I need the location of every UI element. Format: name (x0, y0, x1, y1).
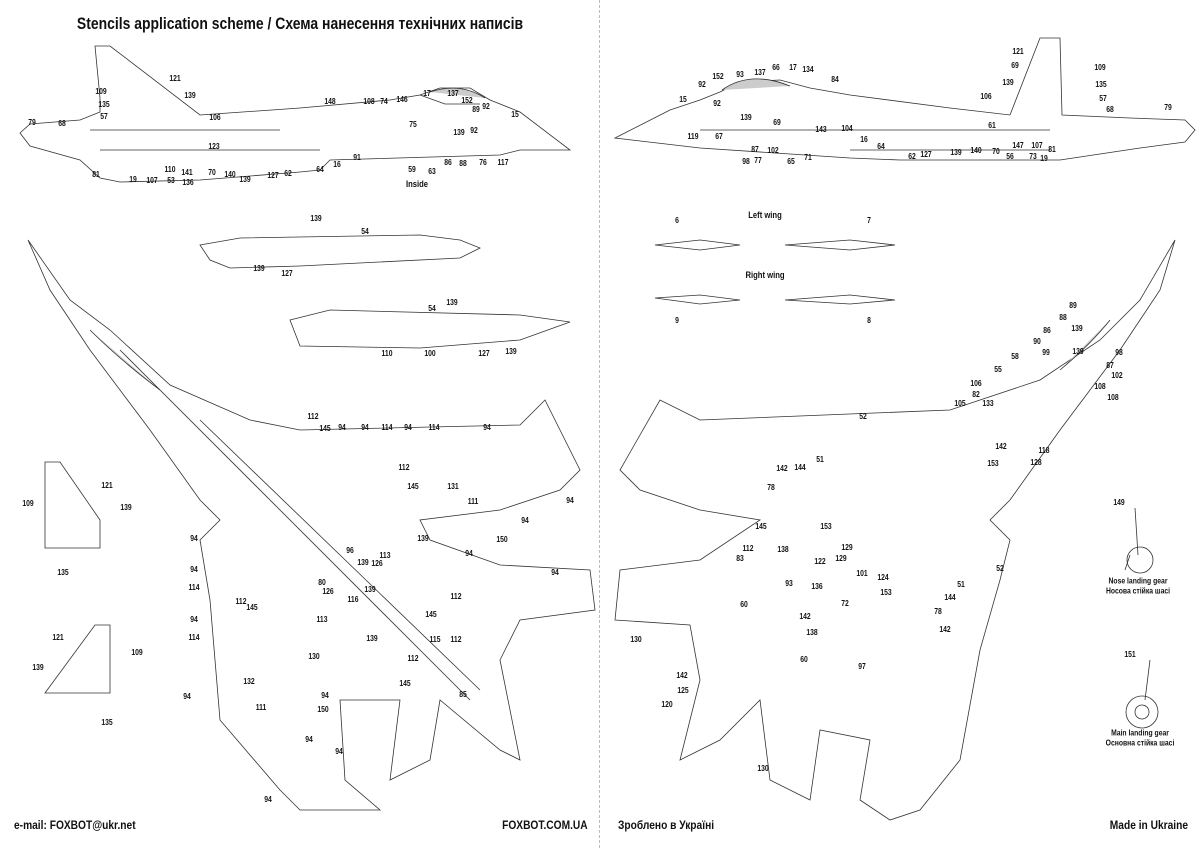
callout-plan-right-145: 145 (755, 522, 767, 531)
callout-plan-right-144: 144 (794, 463, 806, 472)
fuselage-sections (200, 235, 570, 348)
callout-plan-right-128: 128 (1030, 458, 1042, 467)
callout-side-right-98: 98 (742, 157, 750, 166)
callout-side-left-110: 110 (164, 165, 176, 174)
callout-side-right-81: 81 (1048, 145, 1056, 154)
callout-fins-109: 109 (131, 648, 143, 657)
callout-plan-right-89: 89 (1069, 301, 1077, 310)
caption-right-wing: Right wing (745, 270, 785, 280)
callout-fins-135: 135 (101, 718, 113, 727)
callout-side-left-70: 70 (208, 168, 216, 177)
callout-side-left-92: 92 (482, 102, 490, 111)
callout-plan-left-96: 96 (346, 546, 354, 555)
callout-plan-right-138: 138 (777, 545, 789, 554)
callout-side-right-15: 15 (679, 95, 687, 104)
callout-plan-right-112: 112 (742, 544, 754, 553)
callout-wings-7: 7 (867, 216, 871, 225)
callout-side-right-107: 107 (1031, 141, 1043, 150)
footer-email: e-mail: FOXBOT@ukr.net (14, 818, 136, 832)
callout-gear-151: 151 (1124, 650, 1136, 659)
callout-plan-left-139: 139 (357, 558, 369, 567)
callout-plan-right-153: 153 (880, 588, 892, 597)
callout-wings-9: 9 (675, 316, 679, 325)
callout-plan-left-116: 116 (347, 595, 359, 604)
footer-made-in-ukraine-en: Made in Ukraine (1109, 818, 1188, 832)
callout-side-left-62: 62 (284, 169, 292, 178)
callout-side-left-146: 146 (396, 95, 408, 104)
callout-plan-left-114: 114 (381, 423, 393, 432)
caption-main-gear-en: Main landing gear (1111, 728, 1169, 738)
callout-side-right-70: 70 (992, 147, 1000, 156)
callout-side-right-71: 71 (804, 153, 812, 162)
callout-plan-right-142: 142 (676, 671, 688, 680)
callout-plan-left-145: 145 (319, 424, 331, 433)
callout-plan-right-129: 129 (835, 554, 847, 563)
callout-side-left-59: 59 (408, 165, 416, 174)
callout-side-right-147: 147 (1012, 141, 1024, 150)
callout-side-left-75: 75 (409, 120, 417, 129)
callout-plan-left-94: 94 (338, 423, 346, 432)
callout-side-left-88: 88 (459, 159, 467, 168)
callout-side-right-64: 64 (877, 142, 885, 151)
fins (45, 462, 113, 693)
callout-plan-left-126: 126 (371, 559, 383, 568)
landing-gear (1125, 508, 1158, 728)
callout-plan-left-145: 145 (399, 679, 411, 688)
callout-side-left-17: 17 (423, 89, 431, 98)
callout-side-right-134: 134 (802, 65, 814, 74)
callout-side-right-140: 140 (970, 146, 982, 155)
callout-plan-right-144: 144 (944, 593, 956, 602)
callout-side-right-69: 69 (1011, 61, 1019, 70)
callout-plan-left-94: 94 (404, 423, 412, 432)
callout-side-right-16: 16 (860, 135, 868, 144)
callout-plan-right-130: 130 (757, 764, 769, 773)
callout-plan-left-113: 113 (316, 615, 328, 624)
callout-plan-left-112: 112 (307, 412, 319, 421)
callout-side-right-104: 104 (841, 124, 853, 133)
callout-plan-left-112: 112 (398, 463, 410, 472)
callout-fins-135: 135 (57, 568, 69, 577)
callout-tanks-54: 54 (428, 304, 436, 313)
callout-plan-right-142: 142 (939, 625, 951, 634)
callout-plan-right-153: 153 (987, 459, 999, 468)
callout-tanks-54: 54 (361, 227, 369, 236)
callout-plan-right-106: 106 (970, 379, 982, 388)
callout-side-right-87: 87 (751, 145, 759, 154)
callout-plan-left-94: 94 (264, 795, 272, 804)
callout-side-right-92: 92 (713, 99, 721, 108)
callout-plan-right-139: 139 (1072, 347, 1084, 356)
callout-plan-left-139: 139 (417, 534, 429, 543)
callout-side-right-143: 143 (815, 125, 827, 134)
callout-side-left-89: 89 (472, 105, 480, 114)
callout-plan-left-94: 94 (321, 691, 329, 700)
callout-plan-left-113: 113 (379, 551, 391, 560)
callout-plan-right-55: 55 (994, 365, 1002, 374)
callout-side-right-93: 93 (736, 70, 744, 79)
page-title: Stencils application scheme / Схема нанесення технічних написів (76, 14, 524, 33)
callout-side-right-65: 65 (787, 157, 795, 166)
callout-plan-left-132: 132 (243, 677, 255, 686)
callout-plan-left-126: 126 (322, 587, 334, 596)
callout-side-right-61: 61 (988, 121, 996, 130)
callout-side-right-19: 19 (1040, 154, 1048, 163)
callout-side-left-141: 141 (181, 168, 193, 177)
caption-nose-gear-ua: Носова стійка шасі (1105, 586, 1171, 596)
callout-side-left-117: 117 (497, 158, 509, 167)
callout-plan-right-78: 78 (934, 607, 942, 616)
callout-side-left-135: 135 (98, 100, 110, 109)
callout-wings-8: 8 (867, 316, 871, 325)
callout-plan-left-111: 111 (467, 497, 479, 506)
callout-plan-left-85: 85 (459, 690, 467, 699)
callout-plan-right-51: 51 (816, 455, 824, 464)
callout-side-left-64: 64 (316, 165, 324, 174)
callout-plan-left-112: 112 (450, 635, 462, 644)
callout-plan-right-129: 129 (841, 543, 853, 552)
callout-plan-right-98: 98 (1115, 348, 1123, 357)
callout-plan-left-114: 114 (188, 633, 200, 642)
callout-plan-right-93: 93 (785, 579, 793, 588)
caption-main-gear-ua: Основна стійка шасі (1105, 738, 1175, 748)
callout-fins-121: 121 (101, 481, 113, 490)
callout-plan-right-58: 58 (1011, 352, 1019, 361)
callout-side-left-139: 139 (184, 91, 196, 100)
callout-side-left-57: 57 (100, 112, 108, 121)
callout-fins-121: 121 (52, 633, 64, 642)
callout-plan-right-86: 86 (1043, 326, 1051, 335)
callout-plan-left-139: 139 (366, 634, 378, 643)
callout-plan-right-153: 153 (820, 522, 832, 531)
callout-plan-left-94: 94 (551, 568, 559, 577)
callout-plan-right-105: 105 (954, 399, 966, 408)
callout-plan-right-120: 120 (661, 700, 673, 709)
callout-side-left-148: 148 (324, 97, 336, 106)
callout-plan-right-142: 142 (995, 442, 1007, 451)
callout-side-left-123: 123 (208, 142, 220, 151)
callout-plan-right-108: 108 (1094, 382, 1106, 391)
callout-plan-left-150: 150 (317, 705, 329, 714)
callout-side-right-92: 92 (698, 80, 706, 89)
callout-side-left-137: 137 (447, 89, 459, 98)
callout-tanks-127: 127 (281, 269, 293, 278)
callout-side-left-92: 92 (470, 126, 478, 135)
callout-side-right-79: 79 (1164, 103, 1172, 112)
callout-plan-left-80: 80 (318, 578, 326, 587)
callout-plan-left-145: 145 (425, 610, 437, 619)
callout-plan-left-94: 94 (305, 735, 313, 744)
callout-side-right-139: 139 (1002, 78, 1014, 87)
callout-side-left-139: 139 (453, 128, 465, 137)
callout-side-right-77: 77 (754, 156, 762, 165)
callout-tanks-139: 139 (253, 264, 265, 273)
callout-plan-right-125: 125 (677, 686, 689, 695)
callout-plan-left-94: 94 (190, 534, 198, 543)
callout-side-right-152: 152 (712, 72, 724, 81)
callout-plan-left-112: 112 (235, 597, 247, 606)
callout-plan-left-111: 111 (255, 703, 267, 712)
callout-fins-139: 139 (32, 663, 44, 672)
callout-plan-left-114: 114 (188, 583, 200, 592)
callout-side-right-135: 135 (1095, 80, 1107, 89)
plan-view-left (28, 240, 595, 810)
callout-side-left-74: 74 (380, 97, 388, 106)
callout-plan-right-83: 83 (736, 554, 744, 563)
callout-side-left-136: 136 (182, 178, 194, 187)
callout-plan-left-145: 145 (407, 482, 419, 491)
callout-side-left-106: 106 (209, 113, 221, 122)
callout-side-right-121: 121 (1012, 47, 1024, 56)
callout-side-left-19: 19 (129, 175, 137, 184)
callout-plan-right-133: 133 (982, 399, 994, 408)
callout-side-right-56: 56 (1006, 152, 1014, 161)
callout-plan-left-150: 150 (496, 535, 508, 544)
callout-plan-right-60: 60 (740, 600, 748, 609)
side-view-right (615, 38, 1195, 160)
callout-plan-right-124: 124 (877, 573, 889, 582)
callout-side-left-53: 53 (167, 176, 175, 185)
callout-plan-left-94: 94 (465, 549, 473, 558)
callout-plan-right-88: 88 (1059, 313, 1067, 322)
callout-side-left-139: 139 (239, 175, 251, 184)
callout-tanks-139: 139 (505, 347, 517, 356)
callout-plan-left-112: 112 (450, 592, 462, 601)
callout-plan-right-138: 138 (806, 628, 818, 637)
callout-side-left-76: 76 (479, 158, 487, 167)
callout-side-left-108: 108 (363, 97, 375, 106)
callout-side-right-137: 137 (754, 68, 766, 77)
callout-plan-left-145: 145 (246, 603, 258, 612)
callout-side-left-152: 152 (461, 96, 473, 105)
callout-plan-left-115: 115 (429, 635, 441, 644)
callout-fins-139: 139 (120, 503, 132, 512)
callout-plan-left-94: 94 (566, 496, 574, 505)
callout-plan-right-102: 102 (1111, 371, 1123, 380)
callout-plan-right-99: 99 (1042, 348, 1050, 357)
callout-tanks-139: 139 (446, 298, 458, 307)
callout-plan-left-94: 94 (190, 615, 198, 624)
callout-side-left-91: 91 (353, 153, 361, 162)
callout-side-right-139: 139 (740, 113, 752, 122)
callout-plan-left-94: 94 (361, 423, 369, 432)
callout-side-right-127: 127 (920, 150, 932, 159)
callout-side-left-79: 79 (28, 118, 36, 127)
callout-plan-right-130: 130 (630, 635, 642, 644)
callout-fins-109: 109 (22, 499, 34, 508)
callout-wings-6: 6 (675, 216, 679, 225)
callout-side-right-73: 73 (1029, 152, 1037, 161)
callout-side-left-16: 16 (333, 160, 341, 169)
callout-side-right-69: 69 (773, 118, 781, 127)
callout-tanks-127: 127 (478, 349, 490, 358)
callout-plan-left-94: 94 (483, 423, 491, 432)
callout-plan-right-82: 82 (972, 390, 980, 399)
callout-plan-right-97: 97 (858, 662, 866, 671)
callout-plan-left-94: 94 (190, 565, 198, 574)
callout-tanks-100: 100 (424, 349, 436, 358)
footer-website: FOXBOT.COM.UA (502, 818, 588, 832)
callout-side-left-121: 121 (169, 74, 181, 83)
footer-made-in-ukraine-ua: Зроблено в Україні (618, 818, 715, 832)
callout-side-right-102: 102 (767, 146, 779, 155)
callout-plan-right-139: 139 (1071, 324, 1083, 333)
callout-gear-149: 149 (1113, 498, 1125, 507)
callout-side-right-119: 119 (687, 132, 699, 141)
callout-side-right-66: 66 (772, 63, 780, 72)
callout-plan-left-94: 94 (335, 747, 343, 756)
callout-side-left-81: 81 (92, 170, 100, 179)
callout-side-right-84: 84 (831, 75, 839, 84)
callout-tanks-139: 139 (310, 214, 322, 223)
callout-side-right-106: 106 (980, 92, 992, 101)
callout-plan-right-101: 101 (856, 569, 868, 578)
callout-side-right-68: 68 (1106, 105, 1114, 114)
callout-tanks-110: 110 (381, 349, 393, 358)
callout-plan-left-94: 94 (183, 692, 191, 701)
callout-side-right-109: 109 (1094, 63, 1106, 72)
callout-plan-left-112: 112 (407, 654, 419, 663)
caption-inside: Inside (405, 179, 429, 189)
callout-plan-right-52: 52 (859, 412, 867, 421)
callout-side-right-67: 67 (715, 132, 723, 141)
callout-side-left-140: 140 (224, 170, 236, 179)
callout-side-left-107: 107 (146, 176, 158, 185)
plan-view-right (615, 240, 1175, 820)
callout-plan-right-52: 52 (996, 564, 1004, 573)
callout-plan-left-130: 130 (308, 652, 320, 661)
callout-side-left-109: 109 (95, 87, 107, 96)
callout-side-left-15: 15 (511, 110, 519, 119)
callout-plan-right-87: 87 (1106, 361, 1114, 370)
callout-side-left-68: 68 (58, 119, 66, 128)
callout-plan-left-139: 139 (364, 585, 376, 594)
callout-plan-right-122: 122 (814, 557, 826, 566)
callout-plan-right-90: 90 (1033, 337, 1041, 346)
callout-plan-right-108: 108 (1107, 393, 1119, 402)
callout-plan-right-136: 136 (811, 582, 823, 591)
caption-nose-gear-en: Nose landing gear (1108, 576, 1168, 586)
caption-left-wing: Left wing (748, 210, 782, 220)
callout-plan-right-78: 78 (767, 483, 775, 492)
callout-plan-right-142: 142 (776, 464, 788, 473)
callout-plan-right-142: 142 (799, 612, 811, 621)
callout-plan-left-94: 94 (521, 516, 529, 525)
callout-plan-right-51: 51 (957, 580, 965, 589)
callout-plan-right-72: 72 (841, 599, 849, 608)
callout-plan-right-60: 60 (800, 655, 808, 664)
callout-side-right-62: 62 (908, 152, 916, 161)
callout-plan-left-131: 131 (447, 482, 459, 491)
callout-plan-right-118: 118 (1038, 446, 1050, 455)
callout-side-left-86: 86 (444, 158, 452, 167)
callout-side-left-127: 127 (267, 171, 279, 180)
callout-side-left-63: 63 (428, 167, 436, 176)
callout-side-right-17: 17 (789, 63, 797, 72)
callout-side-right-57: 57 (1099, 94, 1107, 103)
callout-plan-left-114: 114 (428, 423, 440, 432)
callout-side-right-139: 139 (950, 148, 962, 157)
